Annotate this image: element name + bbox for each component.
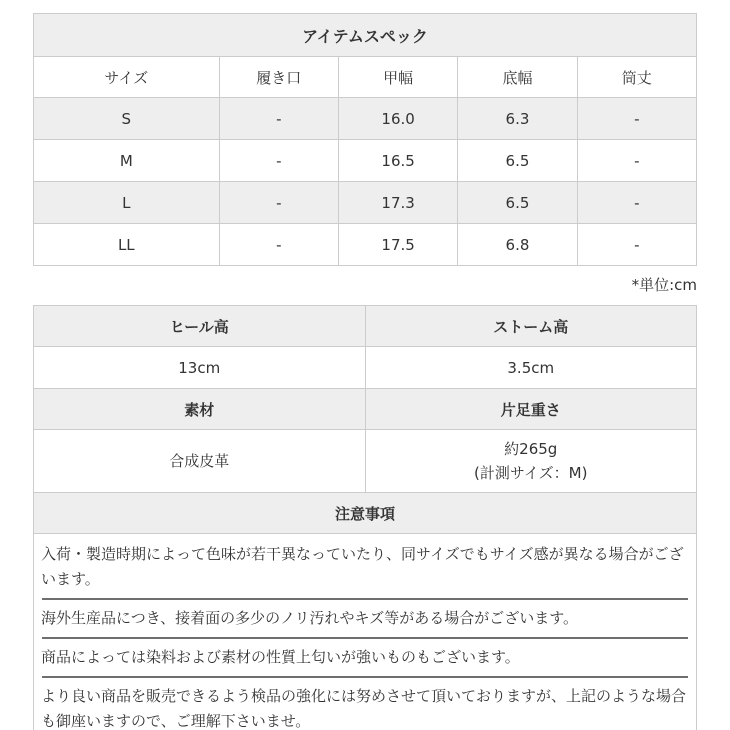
spec-cell-size: L [34,182,220,224]
spec-header-row [34,57,697,98]
weight-value [365,430,697,493]
spec-table-title: アイテムスペック [34,14,697,57]
notes-title-row [34,493,697,534]
spec-cell-sole: 6.8 [458,224,577,266]
spec-cell-shaft: - [577,140,696,182]
spec-col-header-sole: 底幅 [458,57,577,98]
table-row [34,182,697,224]
item-spec-table [33,13,697,266]
detail-table [33,305,697,730]
spec-col-header-shaft: 筒丈 [577,57,696,98]
spec-cell-sole: 6.5 [458,140,577,182]
spec-cell-instep: 17.3 [338,182,457,224]
spec-col-header-instep: 甲幅 [338,57,457,98]
notes-cell [34,534,697,730]
spec-cell-opening: - [219,140,338,182]
spec-col-header-opening: 履き口 [219,57,338,98]
spec-cell-instep: 16.0 [338,98,457,140]
material-value: 合成皮革 [34,430,366,493]
weight-value-measured-size: (計測サイズ：M) [474,464,588,482]
weight-label: 片足重さ [365,389,697,430]
spec-cell-opening: - [219,98,338,140]
spec-cell-instep: 16.5 [338,140,457,182]
notes-row [34,534,697,730]
unit-note: *単位:cm [631,276,697,294]
heel-height-label: ヒール高 [34,306,366,347]
note-item: より良い商品を販売できるよう検品の強化には努めさせて頂いておりますが、上記のような場合も御座いますので、ご理解下さいませ。 [41,687,687,730]
table-row [34,98,697,140]
note-item: 商品によっては染料および素材の性質上匂いが強いものもございます。 [41,648,520,666]
spec-title-row [34,14,697,57]
table-row [34,306,697,347]
table-row [34,224,697,266]
spec-cell-shaft: - [577,182,696,224]
material-label: 素材 [34,389,366,430]
note-item: 入荷・製造時期によって色味が若干異なっていたり、同サイズでもサイズ感が異なる場合がございます。 [41,545,684,588]
spec-cell-shaft: - [577,98,696,140]
storm-height-label: ストーム高 [365,306,697,347]
spec-cell-instep: 17.5 [338,224,457,266]
spec-cell-size: LL [34,224,220,266]
storm-height-value: 3.5cm [365,347,697,389]
spec-cell-size: S [34,98,220,140]
spec-cell-opening: - [219,182,338,224]
spec-cell-opening: - [219,224,338,266]
spec-cell-shaft: - [577,224,696,266]
spec-col-header-size: サイズ [34,57,220,98]
notes-title: 注意事項 [34,493,697,534]
table-row [34,389,697,430]
spec-cell-size: M [34,140,220,182]
note-item: 海外生産品につき、接着面の多少のノリ汚れやキズ等がある場合がございます。 [41,609,579,627]
weight-value-amount: 約265g [504,440,558,458]
spec-cell-sole: 6.3 [458,98,577,140]
table-row [34,140,697,182]
table-row [34,347,697,389]
heel-height-value: 13cm [34,347,366,389]
table-row [34,430,697,493]
spec-cell-sole: 6.5 [458,182,577,224]
